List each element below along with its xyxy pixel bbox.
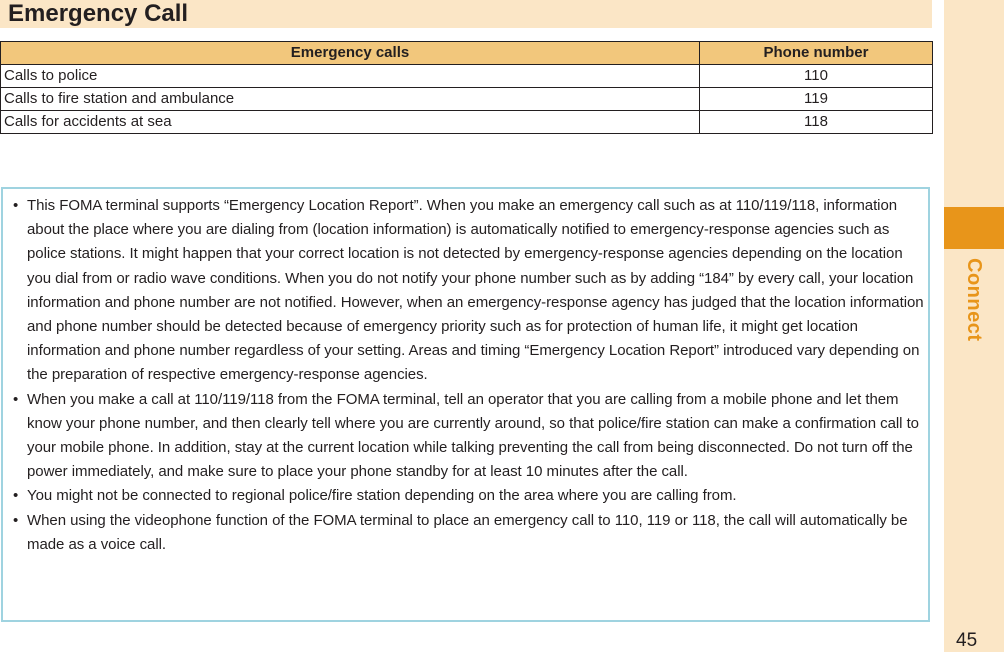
note-text: When using the videophone function of the FOMA terminal to place an emergency call to 110, 119 or 118, the call will automatically be made as a voice call. [27, 511, 908, 553]
phone-number-cell: 119 [700, 88, 933, 111]
notes-box [1, 187, 930, 622]
phone-number-cell: 118 [700, 111, 933, 134]
note-text: When you make a call at 110/119/118 from the FOMA terminal, tell an operator that you are calling from a mobile phone and let them know your phone number, and then clearly tell where you are currently around, so that police/fire station can make a confirmation call to your mobile phone. In addition, stay at the current location while talking preventing the call from being disconnected. Do not turn off the power immediately, and make sure to place your phone standby for at least 10 minutes after the call. [27, 390, 919, 481]
list-item [3, 484, 928, 508]
bullet-icon: • [13, 390, 19, 408]
page-title: Emergency Call [8, 0, 189, 27]
note-text: You might not be connected to regional police/fire station depending on the area where you are calling from. [27, 487, 737, 505]
table-row [1, 88, 933, 111]
phone-number-cell: 110 [700, 65, 933, 88]
column-header-emergency-calls: Emergency calls [1, 42, 700, 65]
column-header-phone-number: Phone number [700, 42, 933, 65]
note-text: This FOMA terminal supports “Emergency Location Report”. When you make an emergency call such as at 110/119/118, information about the place where you are dialing from (location information) is automatically notified to emergency-response agencies such as police stations. It might happen that your correct location is not detected by emergency-response agencies depending on the location you dial from or radio wave conditions. When you do not notify your phone number such as by adding “184” by every call, your location information and phone number are not notified. However, when an emergency-response agency has judged that the location information and phone number should be detected because of emergency priority such as for protection of human life, it might get location information and phone number regardless of your setting. Areas and timing “Emergency Location Report” introduced vary depending on the preparation of respective emergency-response agencies. [27, 197, 924, 384]
call-type-cell: Calls to fire station and ambulance [1, 88, 700, 111]
list-item [3, 388, 928, 485]
notes-list [3, 194, 928, 557]
chapter-tab-marker [944, 207, 1004, 249]
table-row [1, 65, 933, 88]
emergency-numbers-table [0, 41, 933, 134]
list-item [3, 194, 928, 388]
table-header-row [1, 42, 933, 65]
page-number: 45 [956, 630, 978, 651]
call-type-cell: Calls to police [1, 65, 700, 88]
call-type-cell: Calls for accidents at sea [1, 111, 700, 134]
list-item [3, 509, 928, 557]
bullet-icon: • [13, 197, 19, 214]
chapter-tab-label: Connect [963, 258, 985, 342]
bullet-icon: • [13, 487, 19, 505]
table-row [1, 111, 933, 134]
bullet-icon: • [13, 511, 19, 529]
